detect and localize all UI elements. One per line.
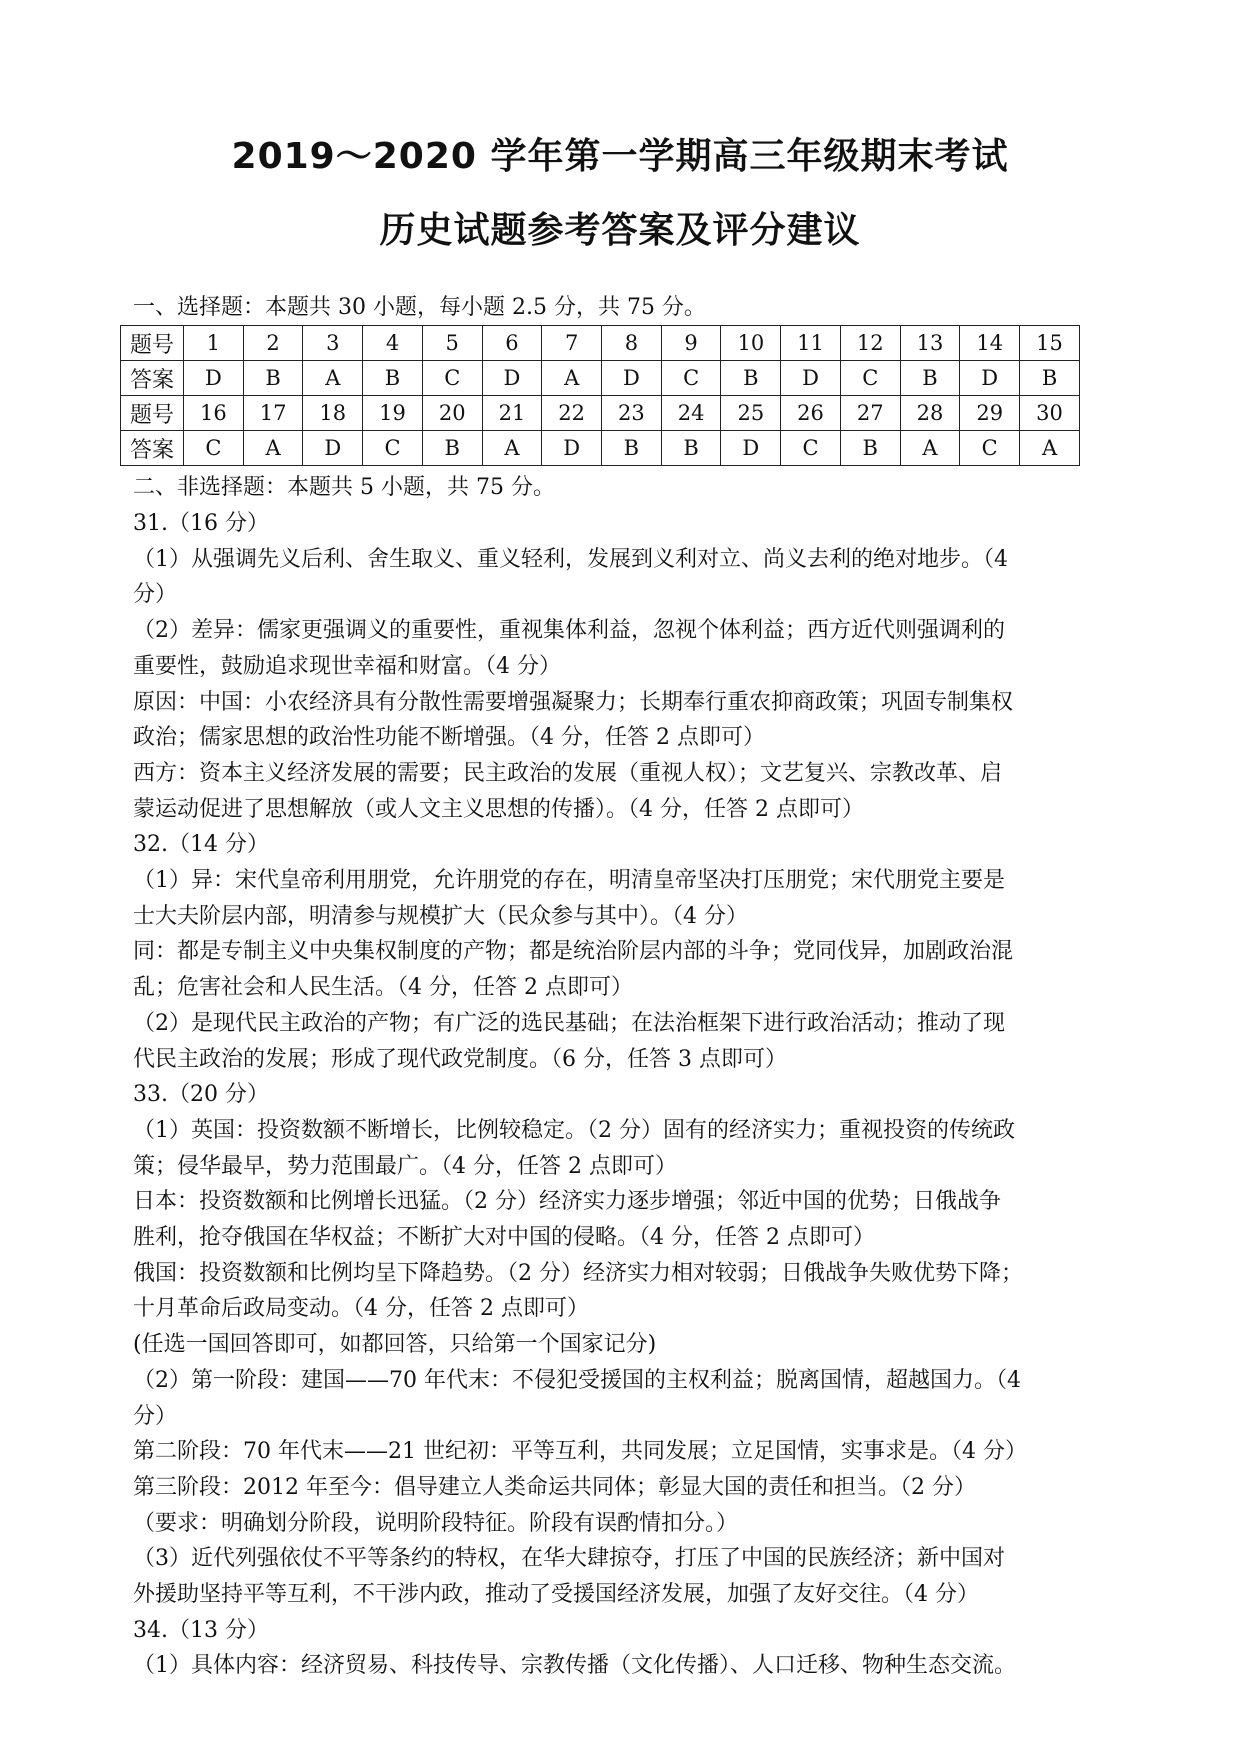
answer-cell: A	[243, 431, 303, 466]
answer-cell: A	[1020, 431, 1080, 466]
question-number-cell: 4	[363, 326, 423, 361]
answer-text-line: 十月革命后政局变动。（4 分，任答 2 点即可）	[133, 1296, 589, 1322]
question-number-cell: 15	[1020, 326, 1080, 361]
answer-text-line: 34.（13 分）	[133, 1617, 269, 1643]
question-number-cell: 19	[363, 396, 423, 431]
answer-text-line: 代民主政治的发展；形成了现代政党制度。（6 分，任答 3 点即可）	[133, 1046, 787, 1072]
question-number-cell: 29	[960, 396, 1020, 431]
answer-text-line: 胜利，抢夺俄国在华权益；不断扩大对中国的侵略。（4 分，任答 2 点即可）	[133, 1225, 875, 1250]
answer-table	[120, 325, 1080, 466]
question-number-cell: 27	[840, 396, 900, 431]
answer-cell: D	[482, 361, 542, 396]
answer-text-line: 分）	[133, 582, 178, 608]
answer-cell: C	[363, 431, 423, 466]
answer-text-line: 第二阶段：70 年代末——21 世纪初：平等互利，共同发展；立足国情，实事求是。（4 分）	[133, 1439, 1027, 1465]
question-number-cell: 7	[542, 326, 602, 361]
answer-text-line: （1）英国：投资数额不断增长，比例较稳定。（2 分）固有的经济实力；重视投资的传统政	[133, 1117, 1015, 1143]
answer-text-line: 原因：中国：小农经济具有分散性需要增强凝聚力；长期奉行重农抑商政策；巩固专制集权	[133, 689, 1014, 715]
question-number-cell: 22	[542, 396, 602, 431]
answer-text-line: 政治；儒家思想的政治性功能不断增强。（4 分，任答 2 点即可）	[133, 725, 765, 751]
row-label: 题号	[121, 396, 184, 431]
answer-cell: C	[960, 431, 1020, 466]
answer-text-line: 33.（20 分）	[133, 1082, 269, 1108]
question-number-cell: 9	[661, 326, 721, 361]
answer-cell: D	[542, 431, 602, 466]
answer-cell: B	[1020, 361, 1080, 396]
answer-cell: A	[303, 361, 363, 396]
answer-text-line: 分）	[133, 1403, 178, 1429]
question-number-cell: 13	[900, 326, 960, 361]
answer-text-line: 士大夫阶层内部，明清参与规模扩大（民众参与其中）。（4 分）	[133, 903, 748, 929]
answer-cell: B	[661, 431, 721, 466]
row-label: 答案	[121, 361, 184, 396]
answer-cell: B	[602, 431, 662, 466]
question-number-row	[121, 396, 1080, 431]
row-label: 题号	[121, 326, 184, 361]
answer-cell: A	[482, 431, 542, 466]
question-number-cell: 11	[781, 326, 841, 361]
answer-cell: C	[661, 361, 721, 396]
question-number-cell: 21	[482, 396, 542, 431]
answer-text-line: 重要性，鼓励追求现世幸福和财富。（4 分）	[133, 653, 561, 679]
answer-text-line: （1）异：宋代皇帝利用朋党，允许朋党的存在，明清皇帝坚决打压朋党；宋代朋党主要是	[133, 868, 1006, 893]
answer-cell: C	[184, 431, 244, 466]
answer-row	[121, 431, 1080, 466]
question-number-cell: 20	[422, 396, 482, 431]
answer-row	[121, 361, 1080, 396]
answer-text-line: 32.（14 分）	[133, 832, 269, 858]
answer-cell: A	[542, 361, 602, 396]
row-label: 答案	[121, 431, 184, 466]
question-number-cell: 3	[303, 326, 363, 361]
answer-cell: C	[422, 361, 482, 396]
question-number-cell: 25	[721, 396, 781, 431]
question-number-cell: 30	[1020, 396, 1080, 431]
page-title: 2019～2020 学年第一学期高三年级期末考试	[231, 136, 1009, 177]
question-number-cell: 17	[243, 396, 303, 431]
answer-cell: D	[602, 361, 662, 396]
page-subtitle: 历史试题参考答案及评分建议	[379, 210, 861, 251]
question-number-cell: 10	[721, 326, 781, 361]
answer-cell: B	[243, 361, 303, 396]
answer-text-line: 策；侵华最早，势力范围最广。（4 分，任答 2 点即可）	[133, 1153, 677, 1179]
answer-cell: B	[422, 431, 482, 466]
question-number-row	[121, 326, 1080, 361]
question-number-cell: 1	[184, 326, 244, 361]
answer-text-line: 西方：资本主义经济发展的需要；民主政治的发展（重视人权）；文艺复兴、宗教改革、启	[133, 760, 1003, 786]
answer-text-line: 外援助坚持平等互利，不干涉内政，推动了受援国经济发展，加强了友好交往。（4 分）	[133, 1582, 979, 1607]
answer-text-line: （2）第一阶段：建国——70 年代末：不侵犯受援国的主权利益；脱离国情，超越国力。（4	[133, 1367, 1021, 1393]
answer-cell: D	[721, 431, 781, 466]
question-number-cell: 26	[781, 396, 841, 431]
answer-text-line: （2）是现代民主政治的产物；有广泛的选民基础；在法治框架下进行政治活动；推动了现	[133, 1010, 1006, 1036]
answer-cell: D	[960, 361, 1020, 396]
answer-cell: C	[781, 431, 841, 466]
question-number-cell: 14	[960, 326, 1020, 361]
answer-text-line: 俄国：投资数额和比例均呈下降趋势。（2 分）经济实力相对较弱；日俄战争失败优势下降；	[133, 1260, 1023, 1286]
answer-cell: B	[363, 361, 423, 396]
answer-cell: C	[840, 361, 900, 396]
question-number-cell: 24	[661, 396, 721, 431]
question-number-cell: 23	[602, 396, 662, 431]
answer-text-line: （要求：明确划分阶段，说明阶段特征。阶段有误酌情扣分。）	[133, 1510, 739, 1536]
answer-cell: D	[303, 431, 363, 466]
answer-cell: A	[900, 431, 960, 466]
answer-text-line: 第三阶段：2012 年至今：倡导建立人类命运共同体；彰显大国的责任和担当。（2 分）	[133, 1474, 976, 1500]
answer-cell: B	[840, 431, 900, 466]
answer-cell: B	[900, 361, 960, 396]
answer-cell: B	[721, 361, 781, 396]
answer-text-line: （1）从强调先义后利、舍生取义、重义轻利，发展到义利对立、尚义去利的绝对地步。（4	[133, 546, 1008, 572]
answer-text-line: （1）具体内容：经济贸易、科技传导、宗教传播（文化传播）、人口迁移、物种生态交流。	[133, 1653, 1017, 1679]
question-number-cell: 12	[840, 326, 900, 361]
answer-cell: D	[184, 361, 244, 396]
answer-text-line: （3）近代列强依仗不平等条约的特权，在华大肆掠夺，打压了中国的民族经济；新中国对	[133, 1546, 1006, 1572]
answer-text-line: （2）差异：儒家更强调义的重要性，重视集体利益，忽视个体利益；西方近代则强调利的	[133, 618, 1006, 644]
section2-heading: 二、非选择题：本题共 5 小题，共 75 分。	[133, 475, 555, 500]
answer-text-line: (任选一国回答即可，如都回答，只给第一个国家记分)	[133, 1332, 657, 1358]
answer-text-line: 31.（16 分）	[133, 511, 269, 536]
question-number-cell: 16	[184, 396, 244, 431]
question-number-cell: 18	[303, 396, 363, 431]
question-number-cell: 5	[422, 326, 482, 361]
question-number-cell: 6	[482, 326, 542, 361]
section1-heading: 一、选择题：本题共 30 小题，每小题 2.5 分，共 75 分。	[133, 295, 706, 320]
question-number-cell: 28	[900, 396, 960, 431]
answer-cell: D	[781, 361, 841, 396]
answer-text-line: 日本：投资数额和比例增长迅猛。（2 分）经济实力逐步增强；邻近中国的优势；日俄战争	[133, 1189, 1001, 1215]
question-number-cell: 8	[602, 326, 662, 361]
answer-text-line: 同：都是专制主义中央集权制度的产物；都是统治阶层内部的斗争；党同伐异，加剧政治混	[133, 939, 1014, 965]
question-number-cell: 2	[243, 326, 303, 361]
answer-text-line: 乱；危害社会和人民生活。（4 分，任答 2 点即可）	[133, 975, 633, 1001]
answer-text-line: 蒙运动促进了思想解放（或人文主义思想的传播）。（4 分，任答 2 点即可）	[133, 796, 864, 822]
